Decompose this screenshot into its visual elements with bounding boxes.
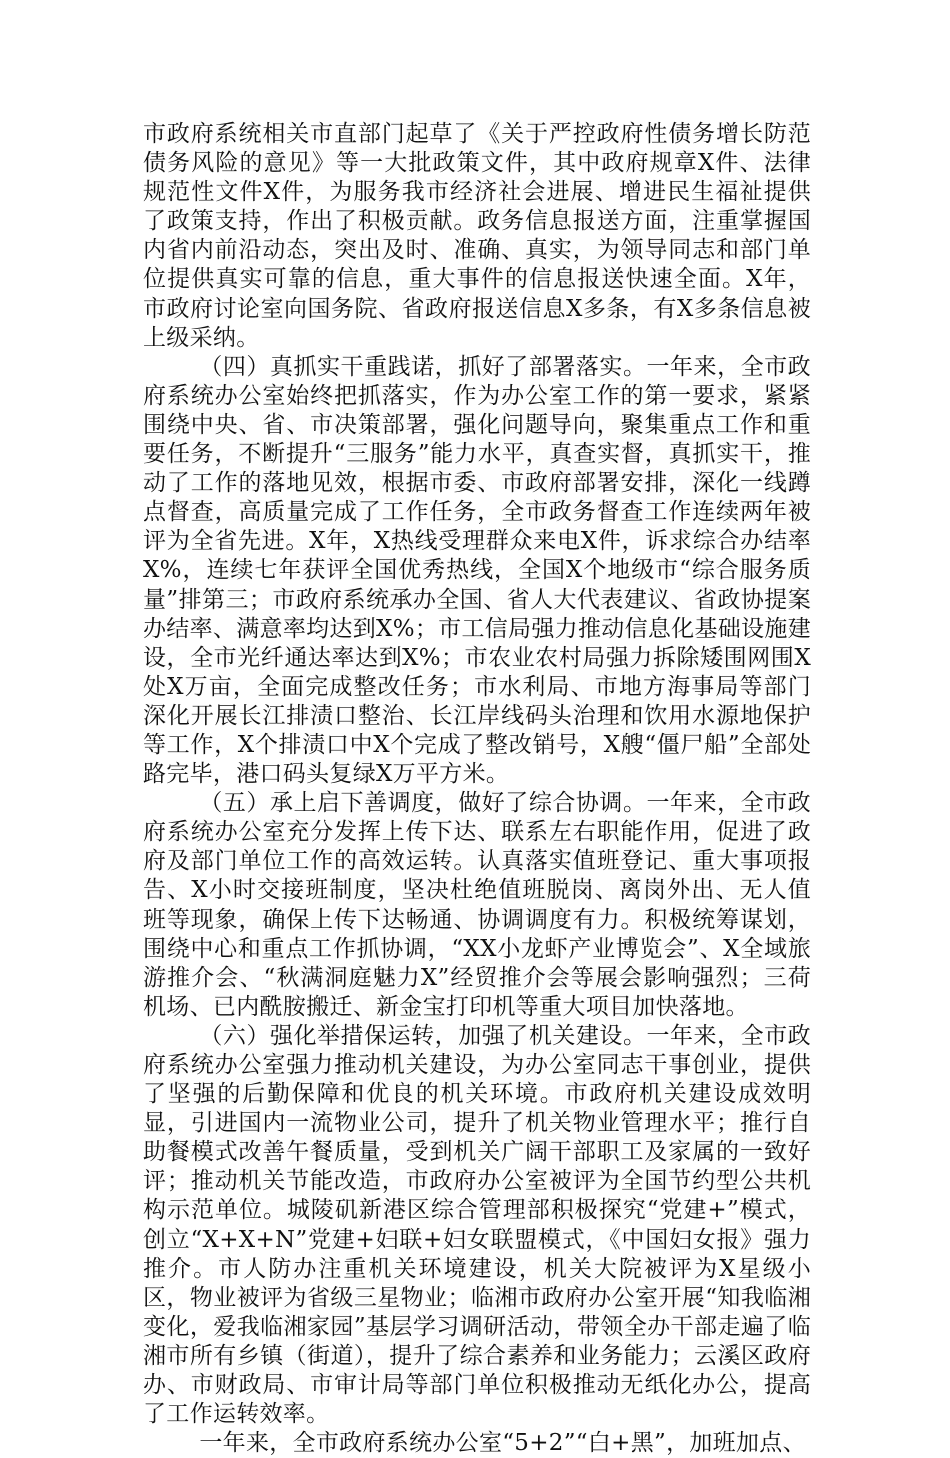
- document-body: [143, 120, 811, 1458]
- paragraph-section-six: （六）强化举措保运转，加强了机关建设。一年来，全市政府系统办公室强力推动机关建设，为办公室同志干事创业，提供了坚强的后勤保障和优良的机关环境。市政府机关建设成效明显，引进国内一流物业公司，提升了机关物业管理水平；推行自助餐模式改善午餐质量，受到机关广阔干部职工及家属的一致好评；推动机关节能改造，市政府办公室被评为全国节约型公共机构示范单位。城陵矶新港区综合管理部积极探究“党建+”模式，创立“X+X+N”党建+妇联+妇女联盟模式，《中国妇女报》强力推介。市人防办注重机关环境建设，机关大院被评为X星级小区，物业被评为省级三星物业；临湘市政府办公室开展“知我临湘变化，爱我临湘家园”基层学习调研活动，带领全办干部走遍了临湘市所有乡镇（街道），提升了综合素养和业务能力；云溪区政府办、市财政局、市审计局等部门单位积极推动无纸化办公，提高了工作运转效率。: [143, 1022, 811, 1428]
- paragraph-section-four: （四）真抓实干重践诺，抓好了部署落实。一年来，全市政府系统办公室始终把抓落实，作为办公室工作的第一要求，紧紧围绕中央、省、市决策部署，强化问题导向，聚集重点工作和重要任务，不断提升“三服务”能力水平，真查实督，真抓实干，推动了工作的落地见效，根据市委、市政府部署安排，深化一线蹲点督查，高质量完成了工作任务，全市政务督查工作连续两年被评为全省先进。X年，X热线受理群众来电X件，诉求综合办结率X%，连续七年获评全国优秀热线，全国X个地级市“综合服务质量”排第三；市政府系统承办全国、省人大代表建议、省政协提案办结率、满意率均达到X%；市工信局强力推动信息化基础设施建设，全市光纤通达率达到X%；市农业农村局强力拆除矮围网围X处X万亩，全面完成整改任务；市水利局、市地方海事局等部门深化开展长江排渍口整治、长江岸线码头治理和饮用水源地保护等工作，X个排渍口中X个完成了整改销号，X艘“僵尸船”全部处路完毕，港口码头复绿X万平方米。: [143, 353, 811, 788]
- paragraph-continuation: 市政府系统相关市直部门起草了《关于严控政府性债务增长防范债务风险的意见》等一大批政策文件，其中政府规章X件、法律规范性文件X件，为服务我市经济社会进展、增进民生福祉提供了政策支持，作出了积极贡献。政务信息报送方面，注重掌握国内省内前沿动态，突出及时、准确、真实，为领导同志和部门单位提供真实可靠的信息，重大事件的信息报送快速全面。X年，市政府讨论室向国务院、省政府报送信息X多条，有X多条信息被上级采纳。: [143, 121, 811, 351]
- paragraph-section-five: （五）承上启下善调度，做好了综合协调。一年来，全市政府系统办公室充分发挥上传下达、联系左右职能作用，促进了政府及部门单位工作的高效运转。认真落实值班登记、重大事项报告、X小时交接班制度，坚决杜绝值班脱岗、离岗外出、无人值班等现象，确保上传下达畅通、协调调度有力。积极统筹谋划，围绕中心和重点工作抓协调，“XX小龙虾产业博览会”、X全域旅游推介会、“秋满洞庭魅力X”经贸推介会等展会影响强烈；三荷机场、已内酰胺搬迁、新金宝打印机等重大项目加快落地。: [143, 790, 811, 1020]
- paragraph-summary: 一年来，全市政府系统办公室“5+2”“白+黑”，加班加点、: [199, 1430, 806, 1457]
